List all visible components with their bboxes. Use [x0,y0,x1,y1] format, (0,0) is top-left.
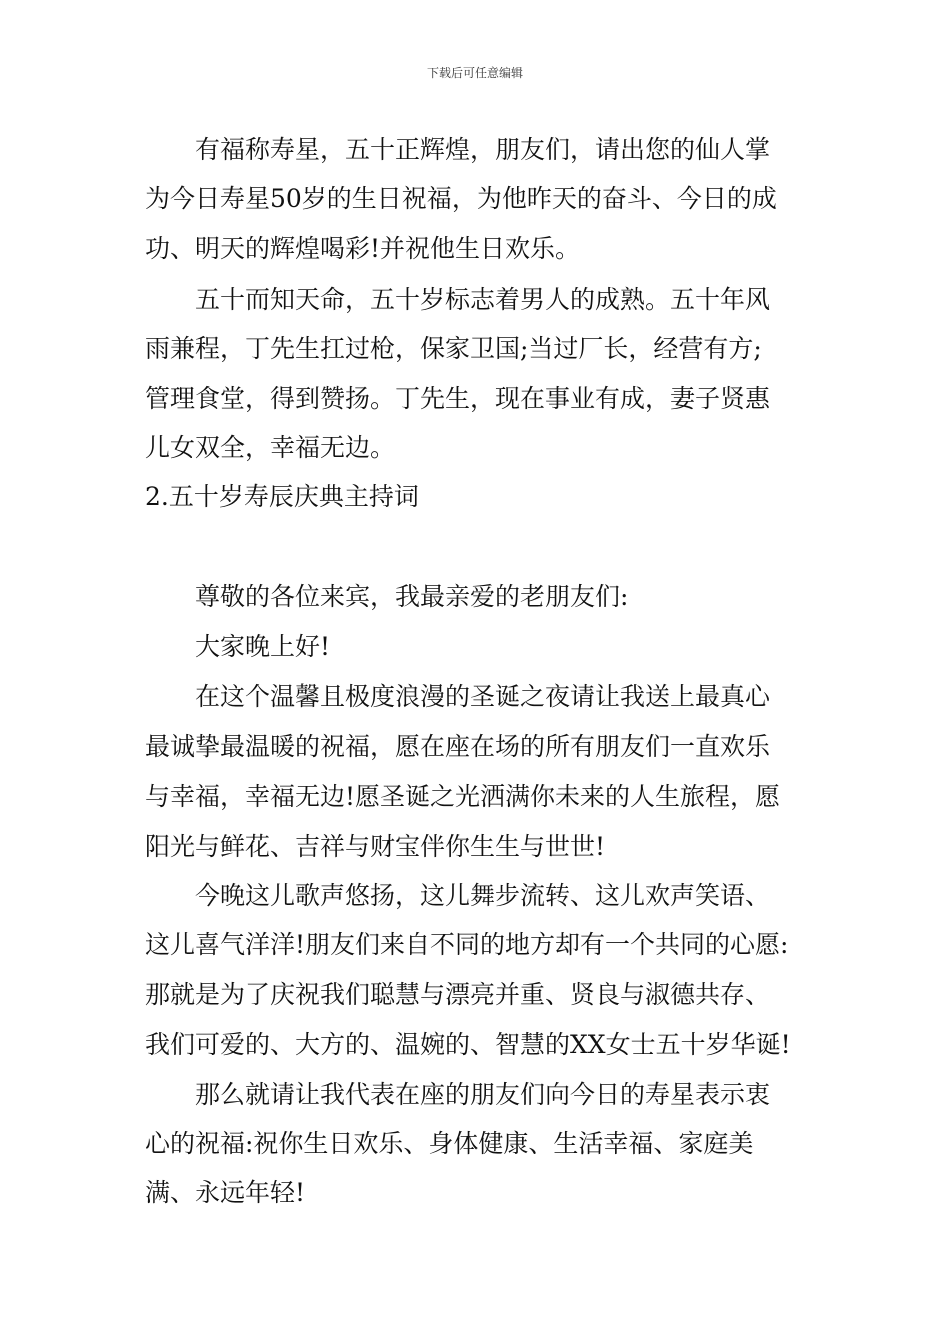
text-line: 最诚挚最温暖的祝福，愿在座在场的所有朋友们一直欢乐 [145,732,771,761]
text-line: 尊敬的各位来宾，我最亲爱的老朋友们: [145,582,629,611]
text-line: 与幸福，幸福无边!愿圣诞之光洒满你未来的人生旅程，愿 [145,782,781,811]
text-line: 阳光与鲜花、吉祥与财宝伴你生生与世世! [145,832,606,861]
text-line: 管理食堂，得到赞扬。丁先生，现在事业有成，妻子贤惠 [145,384,771,413]
text-line: 有福称寿星，五十正辉煌，朋友们，请出您的仙人掌 [145,135,771,164]
text-line: 今晚这儿歌声悠扬，这儿舞步流转、这儿欢声笑语、 [145,881,771,910]
text-line: 满、永远年轻! [145,1178,306,1207]
text-line: 那就是为了庆祝我们聪慧与漂亮并重、贤良与淑德共存、 [145,980,771,1009]
page-header: 下载后可任意编辑 [426,66,523,80]
text-line: 五十而知天命，五十岁标志着男人的成熟。五十年风 [145,285,771,314]
text-line: 在这个温馨且极度浪漫的圣诞之夜请让我送上最真心 [145,682,771,711]
text-line: 功、明天的辉煌喝彩!并祝他生日欢乐。 [145,234,581,263]
text-line: 那么就请让我代表在座的朋友们向今日的寿星表示衷 [145,1080,771,1109]
text-line: 雨兼程，丁先生扛过枪，保家卫国;当过厂长，经营有方; [145,334,762,363]
section-heading: 2.五十岁寿辰庆典主持词 [145,482,419,511]
text-line: 儿女双全，幸福无边。 [145,433,396,462]
text-line: 我们可爱的、大方的、温婉的、智慧的XX女士五十岁华诞! [145,1030,791,1059]
text-line: 为今日寿星50岁的生日祝福，为他昨天的奋斗、今日的成 [145,184,777,213]
text-line: 大家晚上好! [145,632,331,661]
text-line: 这儿喜气洋洋!朋友们来自不同的地方却有一个共同的心愿: [145,930,789,959]
text-line: 心的祝福:祝你生日欢乐、身体健康、生活幸福、家庭美 [145,1129,754,1158]
